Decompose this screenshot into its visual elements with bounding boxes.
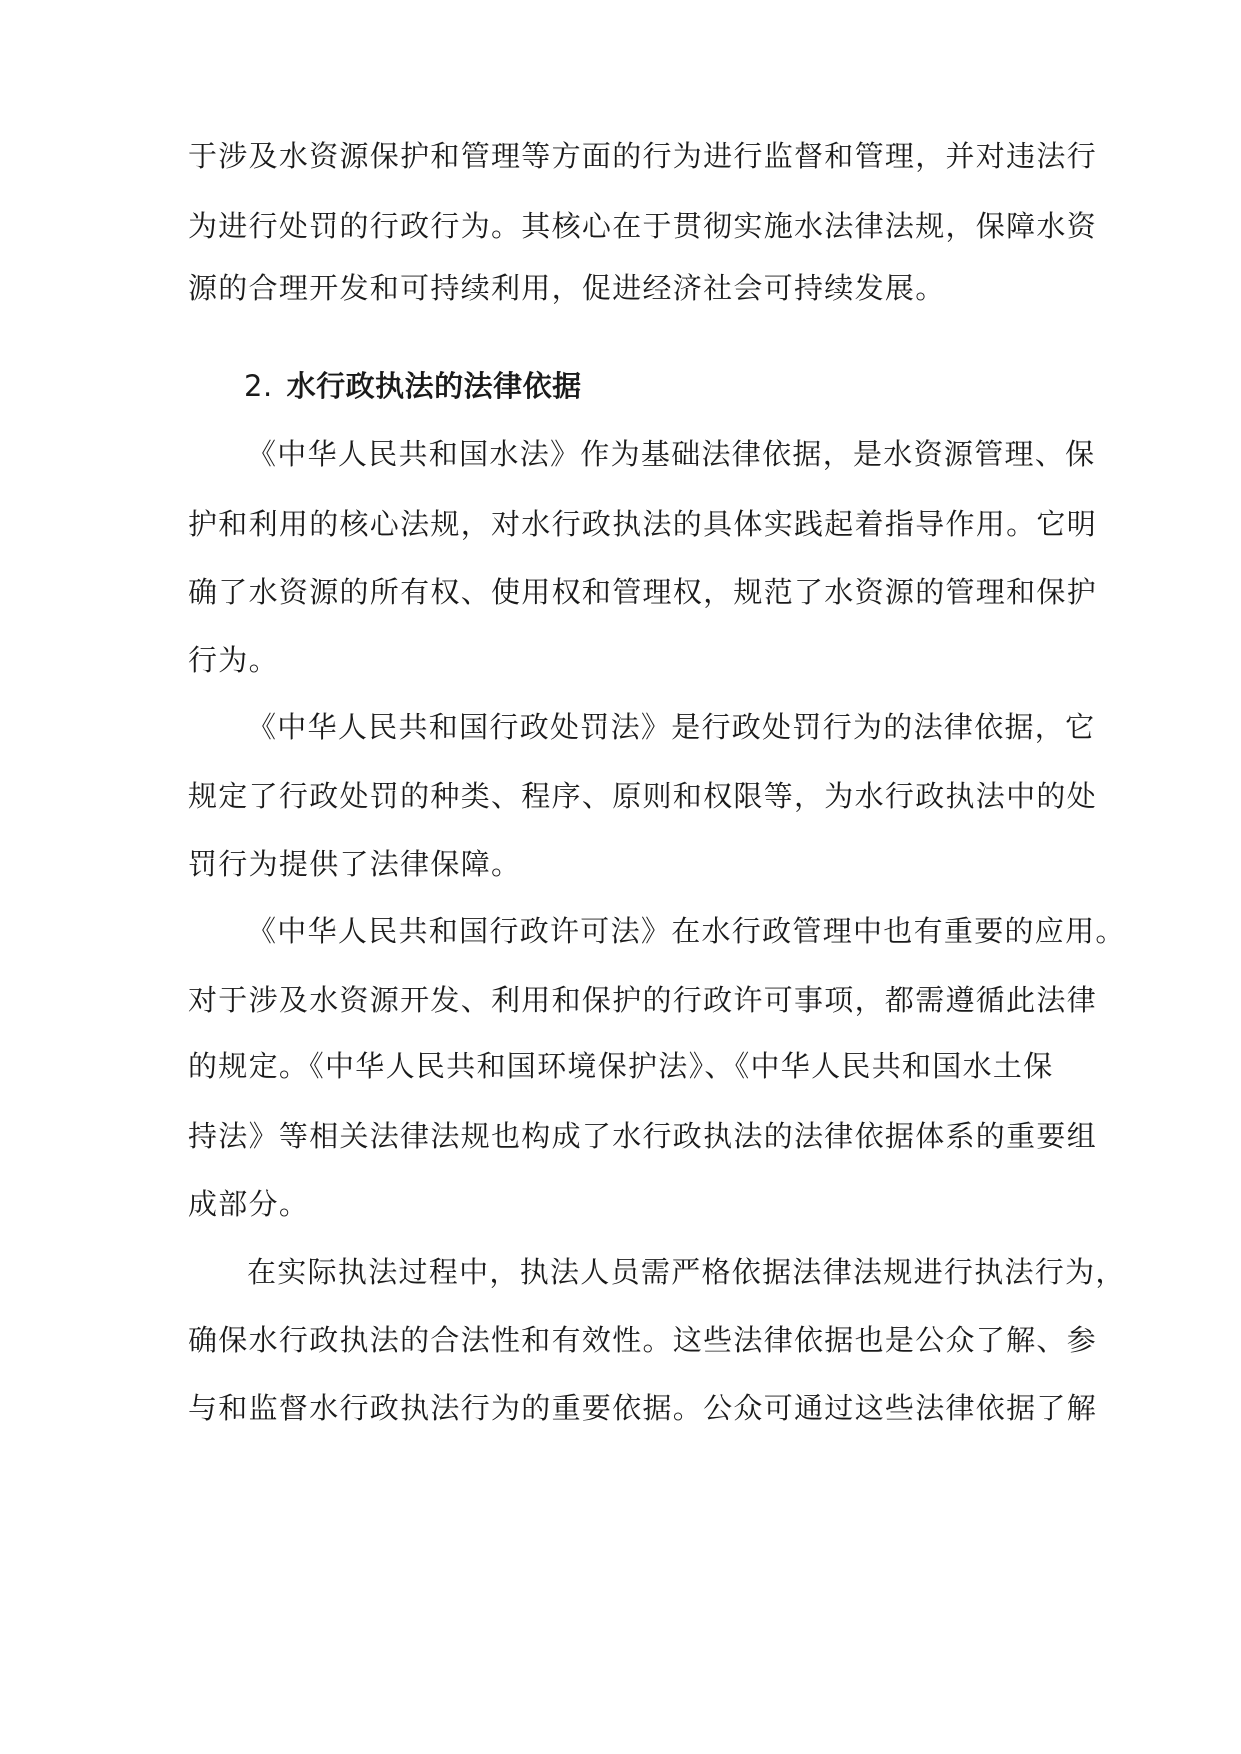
paragraph1-line-2: 护和利用的核心法规，对水行政执法的具体实践起着指导作用。它明	[188, 507, 1098, 541]
paragraph4-line-1: 在实际执法过程中，执法人员需严格依据法律法规进行执法行为，	[247, 1255, 1126, 1289]
intro-line-1: 于涉及水资源保护和管理等方面的行为进行监督和管理，并对违法行	[188, 139, 1098, 173]
paragraph3-line-1: 《中华人民共和国行政许可法》在水行政管理中也有重要的应用。	[247, 914, 1126, 948]
paragraph3-line-2: 对于涉及水资源开发、利用和保护的行政许可事项，都需遵循此法律	[188, 983, 1098, 1017]
intro-line-2: 为进行处罚的行政行为。其核心在于贯彻实施水法律法规，保障水资	[188, 209, 1098, 243]
section-title: 水行政执法的法律依据	[286, 369, 582, 403]
paragraph3-line-5: 成部分。	[188, 1187, 310, 1221]
paragraph2-line-1: 《中华人民共和国行政处罚法》是行政处罚行为的法律依据，它	[247, 710, 1096, 744]
paragraph1-line-1: 《中华人民共和国水法》作为基础法律依据，是水资源管理、保	[247, 437, 1096, 471]
section-heading	[244, 366, 1124, 406]
paragraph3-line-3: 的规定。《中华人民共和国环境保护法》、《中华人民共和国水土保	[188, 1049, 1054, 1083]
paragraph4-line-3: 与和监督水行政执法行为的重要依据。公众可通过这些法律依据了解	[188, 1391, 1098, 1425]
paragraph1-line-4: 行为。	[188, 643, 279, 677]
paragraph1-line-3: 确了水资源的所有权、使用权和管理权，规范了水资源的管理和保护	[188, 575, 1098, 609]
paragraph2-line-3: 罚行为提供了法律保障。	[188, 847, 522, 881]
paragraph4-line-2: 确保水行政执法的合法性和有效性。这些法律依据也是公众了解、参	[188, 1323, 1098, 1357]
intro-line-3: 源的合理开发和可持续利用，促进经济社会可持续发展。	[188, 271, 946, 305]
section-number: 2.	[244, 369, 273, 403]
paragraph2-line-2: 规定了行政处罚的种类、程序、原则和权限等，为水行政执法中的处	[188, 779, 1098, 813]
paragraph3-line-4: 持法》等相关法律法规也构成了水行政执法的法律依据体系的重要组	[188, 1119, 1098, 1153]
